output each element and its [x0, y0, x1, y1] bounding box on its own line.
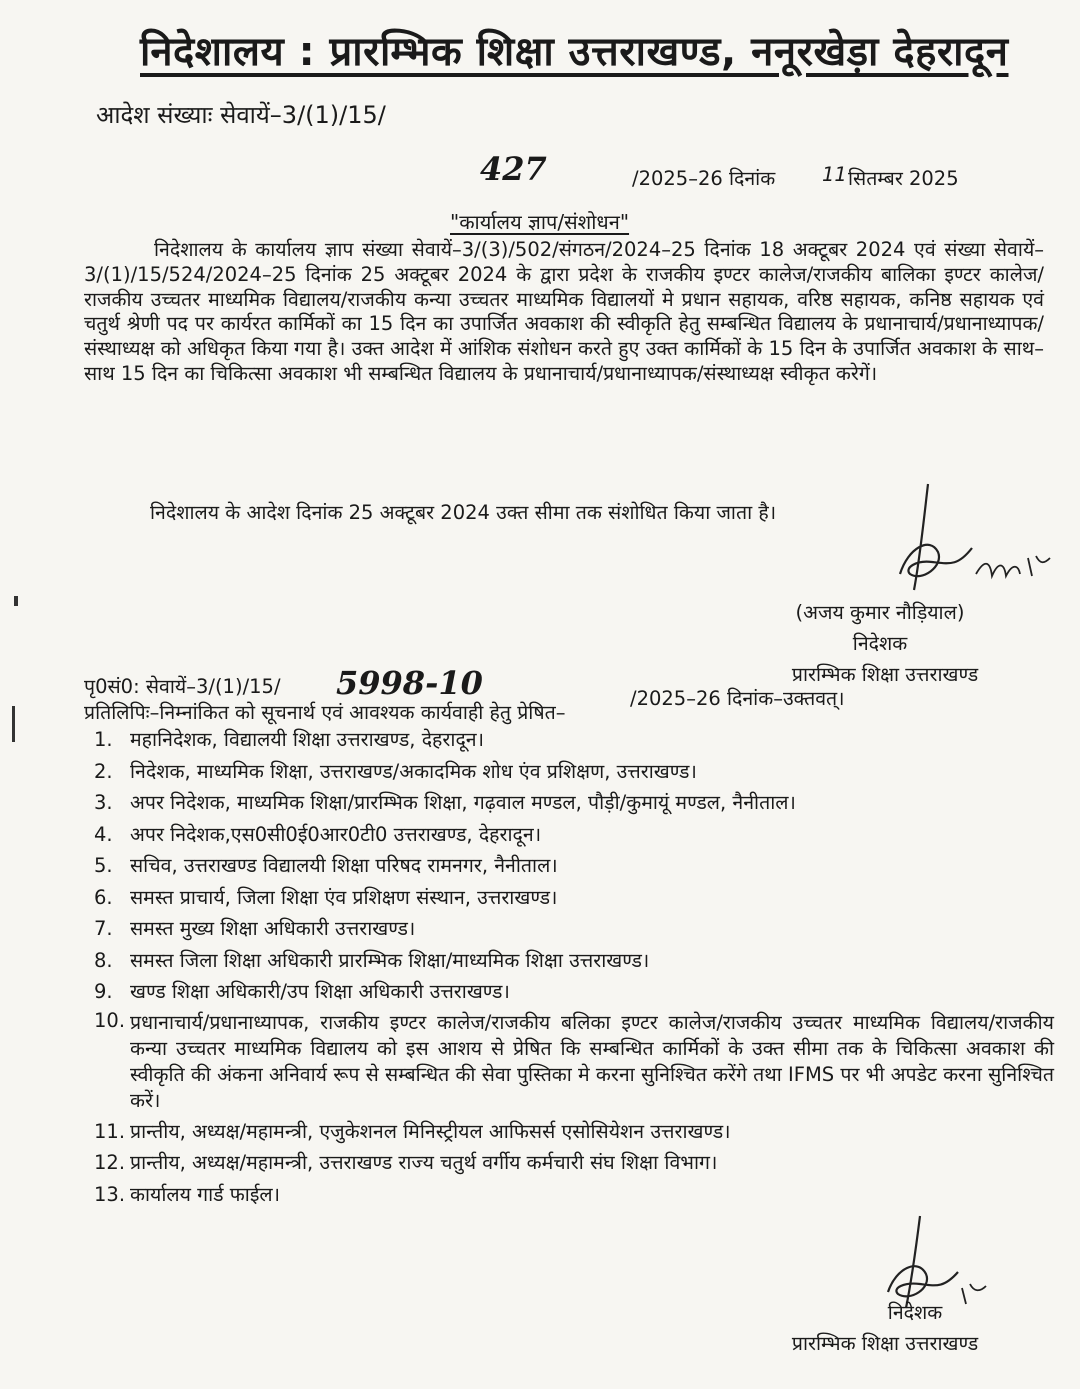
order-prefix: आदेश संख्याः सेवायें–3/(1)/15/: [96, 101, 386, 129]
signatory-2-designation: निदेशक: [887, 1301, 943, 1324]
office-heading: निदेशालय : प्रारम्भिक शिक्षा उत्तराखण्ड, ननूरखेड़ा देहरादून: [140, 29, 1009, 75]
signatory-1-name: (अजय कुमार नौड़ियाल): [795, 601, 965, 624]
list-item: 3. अपर निदेशक, माध्यमिक शिक्षा/प्रारम्भिक शिक्षा, गढ़वाल मण्डल, पौड़ी/कुमायूं मण्डल, नैनीताल।: [94, 791, 796, 814]
list-item: 10. प्रधानाचार्य/प्रधानाध्यापक, राजकीय इण्टर कालेज/राजकीय बलिका इण्टर कालेज/राजकीय उच्चतर माध्यमिक विद्यालय/राजकीय कन्या उच्चतर माध्यमिक विद्यालय को इस आशय से प्रेषित कि सम्बन्धित कार्मिकों के उक्त सीमा तक के चिकित्सा अवकाश की स्वीकृति की अंकना अनिवार्य रूप से सम्बन्धित की सेवा पुस्तिका मे करना सुनिश्चित करेंगे तथा IFMS पर भी अपडेट करना सुनिश्चित करें।: [94, 1008, 1054, 1112]
body-paragraph-1-text: निदेशालय के कार्यालय ज्ञाप संख्या सेवायें–3/(3)/502/संगठन/2024–25 दिनांक 18 अक्टूबर 2024 एवं संख्या सेवायें–3/(1)/15/524/2024–25 दिनांक 25 अक्टूबर 2024 के द्वारा प्रदेश के राजकीय इण्टर कालेज/राजकीय बालिका इण्टर कालेज/राजकीय उच्चतर माध्यमिक विद्यालय/राजकीय कन्या उच्चतर माध्यमिक विद्यालयों मे प्रधान सहायक, वरिष्ठ सहायक, कनिष्ठ सहायक एवं चतुर्थ श्रेणी पद पर कार्यरत कार्मिकों का 15 दिन का उपार्जित अवकाश की स्वीकृति हेतु सम्बन्धित विद्यालय के प्रधानाचार्य/प्रधानाध्यापक/संस्थाध्यक्ष को अधिकृत किया गया है। उक्त आदेश में आंशिक संशोधन करते हुए उक्त कार्मिकों के 15 दिन के उपार्जित अवकाश के साथ–साथ 15 दिन का चिकित्सा अवकाश भी सम्बन्धित विद्यालय के प्रधानाचार्य/प्रधानाध्यापक/संस्थाध्यक्ष स्वीकृत करेगें।: [84, 238, 1044, 385]
list-item: 12. प्रान्तीय, अध्यक्ष/महामन्त्री, उत्तराखण्ड राज्य चतुर्थ वर्गीय कर्मचारी संघ शिक्षा विभाग।: [94, 1151, 718, 1174]
list-item: 11. प्रान्तीय, अध्यक्ष/महामन्त्री, एजुकेशनल मिनिस्ट्रीयल आफिसर्स एसोसियेशन उत्तराखण्ड।: [94, 1119, 731, 1143]
copy-ref-suffix: /2025–26 दिनांक–उक्तवत्।: [630, 687, 845, 710]
director-signature-2: [870, 1212, 1000, 1312]
order-month-year: सितम्बर 2025: [848, 167, 959, 190]
list-item: 7. समस्त मुख्य शिक्षा अधिकारी उत्तराखण्ड।: [94, 917, 416, 940]
signatory-2-office: प्रारम्भिक शिक्षा उत्तराखण्ड: [791, 1332, 979, 1355]
order-number-handwritten: 427: [480, 150, 547, 188]
margin-mark: [14, 596, 18, 606]
copy-ref-number-handwritten: 5998-10: [336, 664, 483, 702]
list-item: 5. सचिव, उत्तराखण्ड विद्यालयी शिक्षा परिषद रामनगर, नैनीताल।: [94, 854, 558, 877]
list-item: 9. खण्ड शिक्षा अधिकारी/उप शिक्षा अधिकारी उत्तराखण्ड।: [94, 980, 510, 1003]
margin-mark: [12, 706, 15, 742]
body-paragraph-1: [84, 238, 1044, 387]
signatory-2-block: [760, 1298, 1010, 1356]
list-item: 13. कार्यालय गार्ड फाईल।: [94, 1182, 281, 1206]
signatory-1-block: [760, 598, 1000, 687]
list-item: 4. अपर निदेशक,एस0सी0ई0आर0टी0 उत्तराखण्ड, देहरादून।: [94, 822, 542, 846]
body-paragraph-2: निदेशालय के आदेश दिनांक 25 अक्टूबर 2024 उक्त सीमा तक संशोधित किया जाता है।: [150, 501, 777, 524]
list-item: 2. निदेशक, माध्यमिक शिक्षा, उत्तराखण्ड/अकादमिक शोध एंव प्रशिक्षण, उत्तराखण्ड।: [94, 759, 697, 783]
list-item: 1. महानिदेशक, विद्यालयी शिक्षा उत्तराखण्ड, देहरादून।: [94, 728, 485, 751]
order-date-suffix: /2025–26 दिनांक: [632, 167, 776, 190]
memo-subject: "कार्यालय ज्ञाप/संशोधन": [450, 210, 630, 234]
signatory-1-designation: निदेशक: [852, 632, 908, 655]
copy-ref-prefix: पृ0सं0: सेवायें–3/(1)/15/: [84, 675, 281, 698]
list-item: 6. समस्त प्राचार्य, जिला शिक्षा एंव प्रशिक्षण संस्थान, उत्तराखण्ड।: [94, 885, 558, 909]
recipient-list: [84, 724, 1054, 1210]
director-signature-1: [880, 478, 1080, 598]
list-item: 8. समस्त जिला शिक्षा अधिकारी प्रारम्भिक शिक्षा/माध्यमिक शिक्षा उत्तराखण्ड।: [94, 948, 650, 972]
order-day-handwritten: 11: [822, 163, 847, 186]
copy-intro: प्रतिलिपिः–निम्नांकित को सूचनार्थ एवं आवश्यक कार्यवाही हेतु प्रेषित–: [84, 701, 566, 724]
signatory-1-office: प्रारम्भिक शिक्षा उत्तराखण्ड: [791, 663, 979, 686]
